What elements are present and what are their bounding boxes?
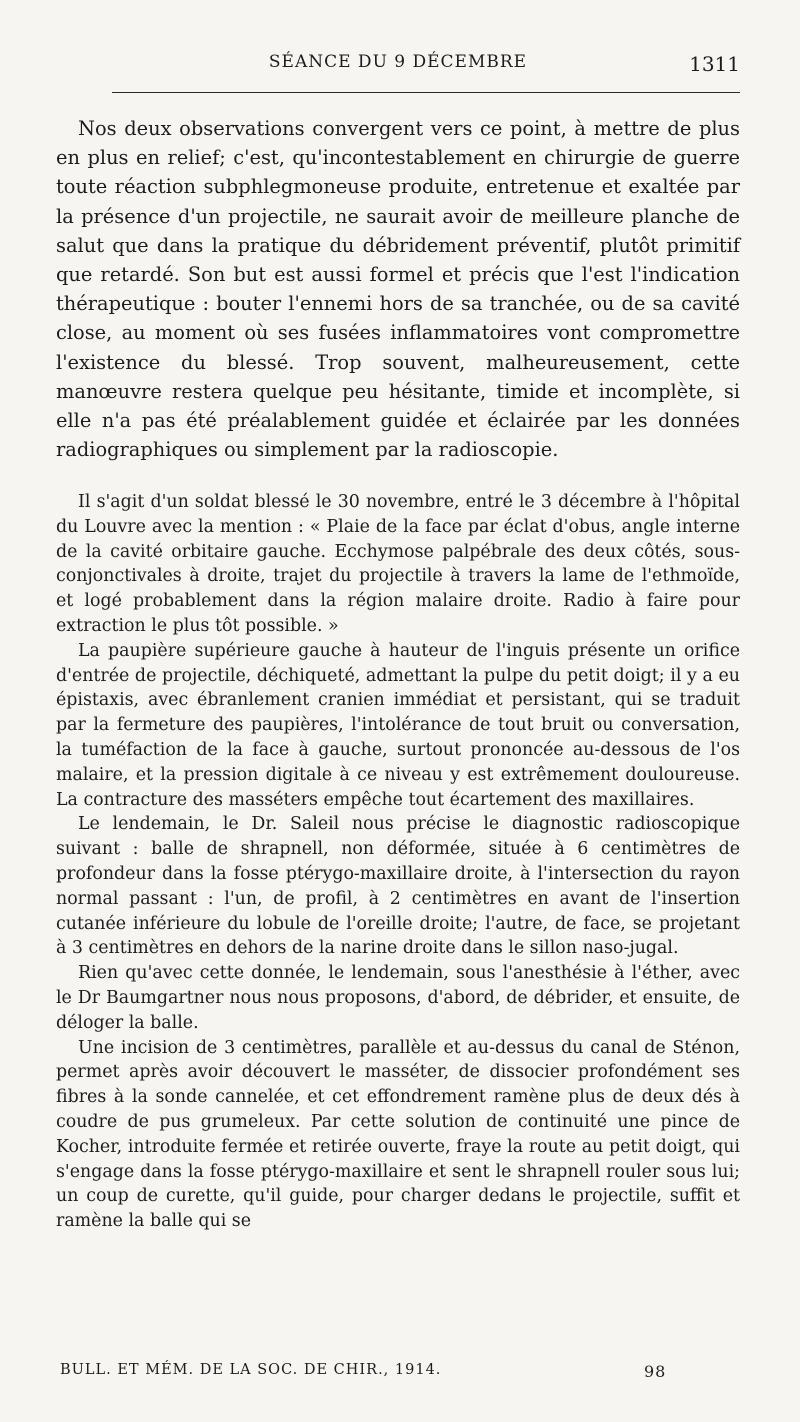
paragraph: Rien qu'avec cette donnée, le lendemain, sous l'anesthésie à l'éther, avec le Dr Baumgartner nous nous proposons, d'abord, de débrider, et ensuite, de déloger la balle. [56,963,740,1033]
running-title: SÉANCE DU 9 DÉCEMBRE [268,52,528,72]
paragraph: La paupière supérieure gauche à hauteur de l'inguis présente un orifice d'entrée de projectile, déchiqueté, admettant la pulpe du petit doigt; il y a eu épistaxis, avec ébranlement cranien immédiat et persistant, qui se traduit par la fermeture des paupières, l'intolérance de tout bruit ou conversation, la tuméfaction de la face à gauche, surtout prononcée au-dessous de l'os malaire, et la pression digitale à ce niveau y est extrêmement douloureuse. La contracture des masséters empêche tout écartement des maxillaires. [56,640,740,810]
page-number: 1311 [689,52,740,76]
paragraph: Il s'agit d'un soldat blessé le 30 novembre, entré le 3 décembre à l'hôpital du Louvre avec la mention : « Plaie de la face par éclat d'obus, angle interne de la cavité orbitaire gauche. Ecchymose palpébrale des deux côtés, sous-conjonctivales à droite, trajet du projectile à travers la lame de l'ethmoïde, et logé probablement dans la région malaire droite. Radio à faire pour extraction le plus tôt possible. » [56,492,740,636]
case-report-block [56,490,740,1234]
header-rule [112,92,740,93]
journal-citation: BULL. ET MÉM. DE LA SOC. DE CHIR., 1914. [60,1362,442,1378]
signature-number: 98 [644,1362,667,1381]
main-text-block [56,114,740,464]
page-header [56,52,740,80]
paragraph: Nos deux observations convergent vers ce point, à mettre de plus en plus en relief; c'est, qu'incontestablement en chirurgie de guerre toute réaction subphlegmoneuse produite, entretenue et exaltée par la présence d'un projectile, ne saurait avoir de meilleure planche de salut que dans la pratique du débridement préventif, plutôt primitif que retardé. Son but est aussi formel et précis que l'est l'indication thérapeutique : bouter l'ennemi hors de sa tranchée, ou de sa cavité close, au moment où ses fusées inflammatoires vont compromettre l'existence du blessé. Trop souvent, malheureusement, cette manœuvre restera quelque peu hésitante, timide et incomplète, si elle n'a pas été préalablement guidée et éclairée par les données radiographiques ou simplement par la radioscopie. [56,117,740,462]
paragraph: Le lendemain, le Dr. Saleil nous précise le diagnostic radioscopique suivant : balle de shrapnell, non déformée, située à 6 centimètres de profondeur dans la fosse ptérygo-maxillaire droite, à l'intersection du rayon normal passant : l'un, de profil, à 2 centimètres en avant de l'insertion cutanée inférieure du lobule de l'oreille droite; l'autre, de face, se projetant à 3 centimètres en dehors de la narine droite dans le sillon naso-jugal. [56,814,740,959]
page-footer [60,1362,667,1386]
paragraph: Une incision de 3 centimètres, parallèle et au-dessus du canal de Sténon, permet après avoir découvert le masséter, de dissocier profondément ses fibres à la sonde cannelée, et cet effondrement ramène plus de deux dés à coudre de pus grumeleux. Par cette solution de continuité une pince de Kocher, introduite fermée et retirée ouverte, fraye la route au petit doigt, qui s'engage dans la fosse ptérygo-maxillaire et sent le shrapnell rouler sous lui; un coup de curette, qu'il guide, pour charger dedans le projectile, suffit et ramène la balle qui se [56,1037,740,1232]
